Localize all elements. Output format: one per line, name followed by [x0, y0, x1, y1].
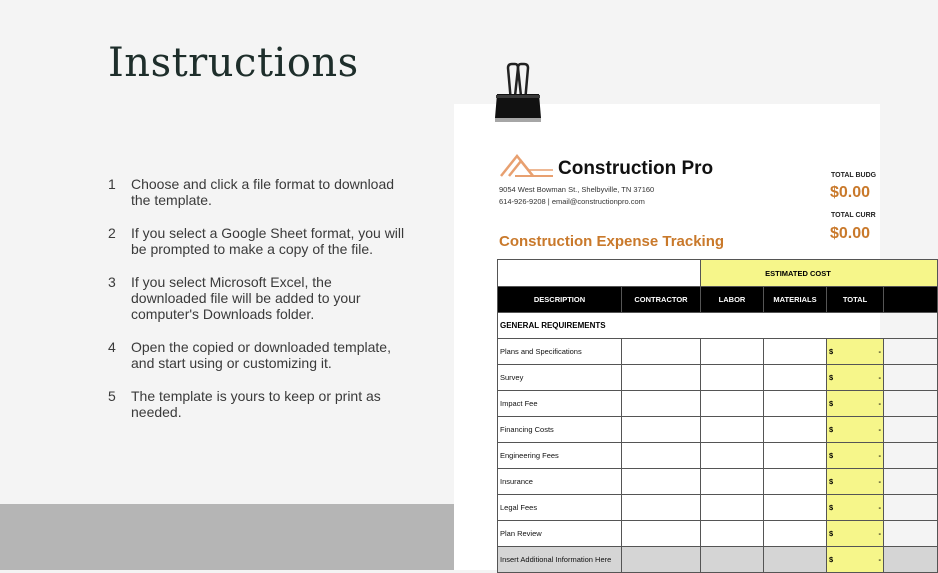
step-text: Choose and click a file format to download the template.	[131, 176, 395, 208]
row-total: $ -	[827, 443, 884, 469]
table-row	[498, 521, 938, 547]
table-row	[498, 547, 938, 573]
row-description: Engineering Fees	[498, 443, 622, 469]
roof-logo-icon	[499, 150, 554, 178]
section-header: GENERAL REQUIREMENTS	[498, 313, 938, 339]
step-item	[108, 388, 408, 420]
row-description: Plans and Specifications	[498, 339, 622, 365]
column-header	[884, 287, 938, 313]
expense-table	[497, 259, 938, 573]
row-description: Insurance	[498, 469, 622, 495]
step-number: 2	[108, 225, 116, 241]
step-number: 5	[108, 388, 116, 404]
table-row	[498, 417, 938, 443]
step-number: 3	[108, 274, 116, 290]
step-text: If you select Microsoft Excel, the downloaded file will be added to your computer's Downloads folder.	[131, 274, 361, 322]
column-header: DESCRIPTION	[498, 287, 622, 313]
address-line: 9054 West Bowman St., Shelbyville, TN 37160	[499, 185, 655, 194]
table-row	[498, 495, 938, 521]
row-description: Survey	[498, 365, 622, 391]
step-item	[108, 176, 408, 208]
total-budget-value: $0.00	[830, 184, 871, 201]
row-description: Insert Additional Information Here	[498, 547, 622, 573]
instruction-steps	[108, 176, 408, 437]
total-current-value: $0.00	[830, 225, 871, 242]
binder-clip-icon	[491, 62, 545, 124]
step-item	[108, 339, 408, 371]
contact-line: 614-926-9208 | email@constructionpro.com	[499, 197, 645, 206]
row-total: $ -	[827, 339, 884, 365]
step-number: 4	[108, 339, 116, 355]
table-row	[498, 443, 938, 469]
column-header: MATERIALS	[764, 287, 827, 313]
table-row	[498, 365, 938, 391]
step-item	[108, 225, 408, 257]
estimated-cost-label: ESTIMATED COST	[765, 268, 831, 278]
row-total: $ -	[827, 547, 884, 573]
row-total: $ -	[827, 365, 884, 391]
row-total: $ -	[827, 495, 884, 521]
total-current-label: TOTAL CURR	[831, 212, 876, 219]
row-total: $ -	[827, 469, 884, 495]
company-name: Construction Pro	[558, 158, 714, 179]
row-total: $ -	[827, 417, 884, 443]
row-description: Legal Fees	[498, 495, 622, 521]
table-row	[498, 391, 938, 417]
table-row	[498, 339, 938, 365]
total-budget-label: TOTAL BUDG	[831, 172, 877, 179]
row-description: Financing Costs	[498, 417, 622, 443]
row-description: Impact Fee	[498, 391, 622, 417]
step-text: Open the copied or downloaded template, and start using or customizing it.	[131, 339, 391, 371]
table-row	[498, 469, 938, 495]
row-total: $ -	[827, 391, 884, 417]
step-number: 1	[108, 176, 116, 192]
sheet-title: Construction Expense Tracking	[499, 233, 725, 250]
column-header: CONTRACTOR	[622, 287, 701, 313]
company-address	[499, 184, 654, 208]
column-header: LABOR	[701, 287, 764, 313]
step-text: If you select a Google Sheet format, you will be prompted to make a copy of the file.	[131, 225, 405, 257]
estimated-cost-header	[701, 260, 938, 287]
column-header: TOTAL	[827, 287, 884, 313]
page-title: Instructions	[108, 40, 359, 86]
step-item	[108, 274, 408, 322]
blank-cell	[498, 260, 701, 287]
footer-band	[0, 504, 454, 570]
row-total: $ -	[827, 521, 884, 547]
step-text: The template is yours to keep or print as needed.	[131, 388, 381, 420]
template-preview	[454, 104, 880, 570]
row-description: Plan Review	[498, 521, 622, 547]
